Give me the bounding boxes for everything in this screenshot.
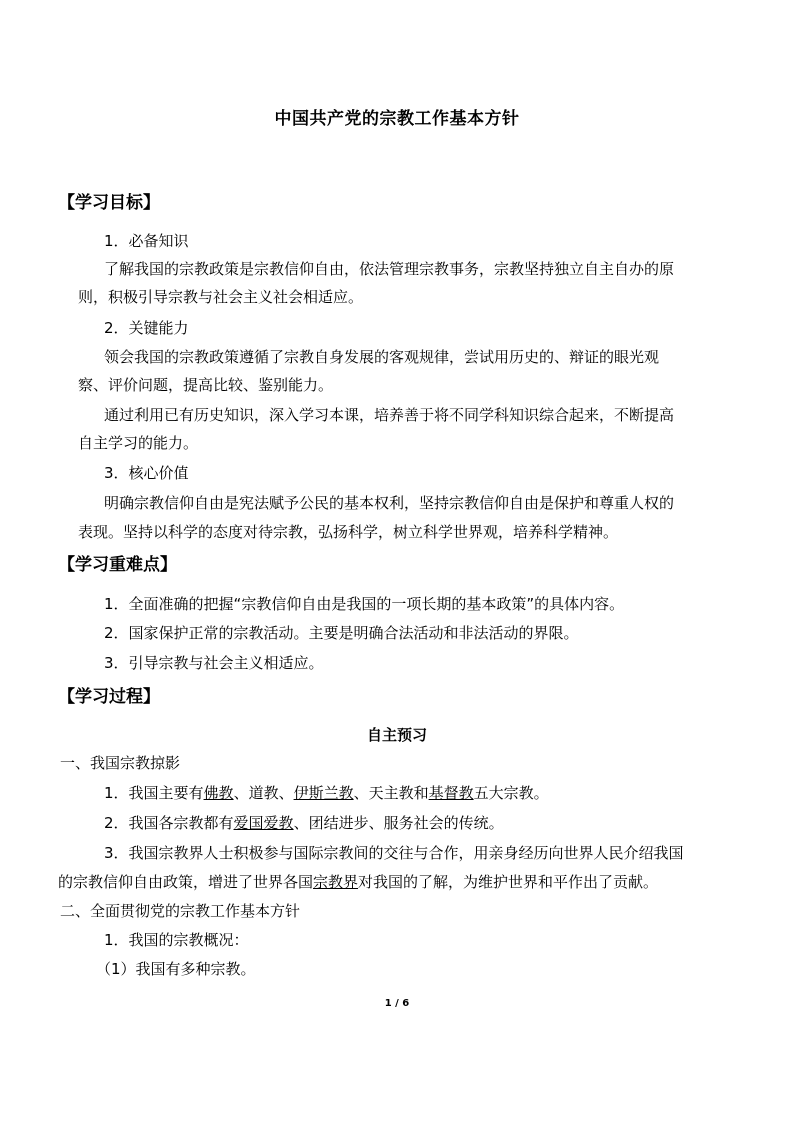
underlined-answer: 基督教: [428, 784, 474, 802]
part-title: 一、我国宗教掠影: [60, 754, 181, 772]
text-span: 2．我国各宗教都有: [104, 814, 234, 832]
goal-paragraph-line: 自主学习的能力。: [78, 434, 199, 452]
section-heading-process: 【学习过程】: [58, 687, 160, 707]
preview-item: [104, 782, 549, 804]
preview-subitem: （1）我国有多种宗教。: [96, 960, 256, 978]
underlined-answer: 佛教: [203, 784, 234, 802]
key-point-item: 1．全面准确的把握“宗教信仰自由是我国的一项长期的基本政策”的具体内容。: [104, 595, 625, 613]
key-point-item: 3．引导宗教与社会主义相适应。: [104, 654, 324, 672]
goal-heading-knowledge: 1．必备知识: [104, 232, 189, 250]
goal-paragraph-line: 表现。坚持以科学的态度对待宗教，弘扬科学，树立科学世界观，培养科学精神。: [78, 523, 619, 541]
preview-item: 3．我国宗教界人士积极参与国际宗教间的交往与合作，用亲身经历向世界人民介绍我国: [104, 844, 684, 862]
subheading-preview: 自主预习: [366, 726, 427, 744]
text-span: 对我国的了解，为维护世界和平作出了贡献。: [358, 873, 659, 891]
goal-paragraph-line: 了解我国的宗教政策是宗教信仰自由，依法管理宗教事务，宗教坚持独立自主自办的原: [104, 260, 675, 278]
text-span: 的宗教信仰自由政策，增进了世界各国: [58, 873, 314, 891]
preview-item-continued: [58, 871, 658, 893]
text-span: 、团结进步、服务社会的传统。: [293, 814, 504, 832]
goal-paragraph-line: 察、评价问题，提高比较、鉴别能力。: [78, 376, 334, 394]
section-heading-key-points: 【学习重难点】: [58, 555, 177, 575]
text-span: 五大宗教。: [473, 784, 549, 802]
preview-item: 1．我国的宗教概况：: [104, 931, 249, 949]
part-title: 二、全面贯彻党的宗教工作基本方针: [60, 902, 301, 920]
preview-item: [104, 812, 504, 834]
goal-paragraph-line: 领会我国的宗教政策遵循了宗教自身发展的客观规律，尝试用历史的、辩证的眼光观: [104, 348, 660, 366]
goal-paragraph-line: 则，积极引导宗教与社会主义社会相适应。: [78, 288, 364, 306]
section-heading-goals: 【学习目标】: [58, 193, 160, 213]
page-number: 1 / 6: [384, 998, 410, 1009]
text-span: 、天主教和: [353, 784, 429, 802]
page-title: 中国共产党的宗教工作基本方针: [274, 109, 520, 129]
underlined-answer: 伊斯兰教: [293, 784, 354, 802]
goal-heading-values: 3．核心价值: [104, 464, 189, 482]
goal-heading-ability: 2．关键能力: [104, 319, 189, 337]
text-span: 、道教、: [233, 784, 294, 802]
text-span: 1．我国主要有: [104, 784, 204, 802]
underlined-answer: 爱国爱教: [233, 814, 294, 832]
underlined-answer: 宗教界: [313, 873, 359, 891]
key-point-item: 2．国家保护正常的宗教活动。主要是明确合法活动和非法活动的界限。: [104, 624, 579, 642]
goal-paragraph-line: 通过利用已有历史知识，深入学习本课，培养善于将不同学科知识综合起来，不断提高: [104, 406, 675, 424]
goal-paragraph-line: 明确宗教信仰自由是宪法赋予公民的基本权利，坚持宗教信仰自由是保护和尊重人权的: [104, 494, 675, 512]
